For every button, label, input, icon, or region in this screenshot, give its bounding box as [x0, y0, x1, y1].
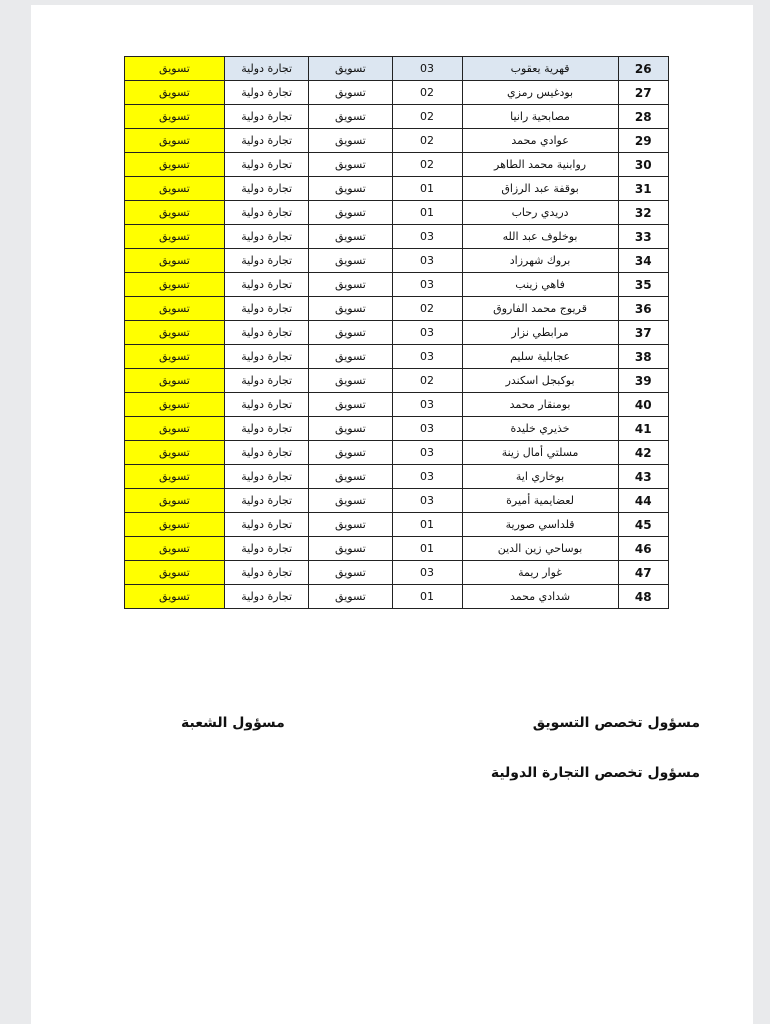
department-cell: تجارة دولية: [224, 465, 308, 489]
row-number: 43: [618, 465, 668, 489]
specialty-cell: تسويق: [309, 273, 392, 297]
row-number: 29: [618, 129, 668, 153]
group-cell: تسويق: [125, 153, 225, 177]
group-cell: تسويق: [125, 513, 225, 537]
table-row: [125, 537, 669, 561]
department-cell: تجارة دولية: [224, 417, 308, 441]
department-cell: تجارة دولية: [224, 129, 308, 153]
group-cell: تسويق: [125, 345, 225, 369]
specialty-cell: تسويق: [309, 225, 392, 249]
table-row: [125, 57, 669, 81]
table-row: [125, 81, 669, 105]
row-number: 26: [618, 57, 668, 81]
level-cell: 02: [392, 81, 462, 105]
student-name: مرابطي نزار: [462, 321, 618, 345]
row-number: 41: [618, 417, 668, 441]
specialty-cell: تسويق: [309, 393, 392, 417]
level-cell: 03: [392, 465, 462, 489]
specialty-cell: تسويق: [309, 585, 392, 609]
student-name: شدادي محمد: [462, 585, 618, 609]
specialty-cell: تسويق: [309, 129, 392, 153]
specialty-cell: تسويق: [309, 369, 392, 393]
table-body: [125, 57, 669, 609]
specialty-cell: تسويق: [309, 177, 392, 201]
level-cell: 03: [392, 489, 462, 513]
table-row: [125, 489, 669, 513]
department-cell: تجارة دولية: [224, 489, 308, 513]
table-row: [125, 321, 669, 345]
department-cell: تجارة دولية: [224, 513, 308, 537]
level-cell: 02: [392, 153, 462, 177]
row-number: 45: [618, 513, 668, 537]
row-number: 36: [618, 297, 668, 321]
level-cell: 02: [392, 105, 462, 129]
level-cell: 03: [392, 57, 462, 81]
row-number: 31: [618, 177, 668, 201]
table-row: [125, 177, 669, 201]
department-cell: تجارة دولية: [224, 105, 308, 129]
department-cell: تجارة دولية: [224, 441, 308, 465]
department-cell: تجارة دولية: [224, 393, 308, 417]
branch-head-signature: مسؤول الشعبة: [181, 715, 285, 731]
level-cell: 03: [392, 225, 462, 249]
row-number: 47: [618, 561, 668, 585]
student-name: قلداسي صورية: [462, 513, 618, 537]
group-cell: تسويق: [125, 105, 225, 129]
row-number: 39: [618, 369, 668, 393]
group-cell: تسويق: [125, 81, 225, 105]
group-cell: تسويق: [125, 129, 225, 153]
student-name: بودغيس رمزي: [462, 81, 618, 105]
group-cell: تسويق: [125, 465, 225, 489]
group-cell: تسويق: [125, 537, 225, 561]
specialty-cell: تسويق: [309, 153, 392, 177]
table-row: [125, 585, 669, 609]
table-row: [125, 465, 669, 489]
student-name: قريوج محمد الفاروق: [462, 297, 618, 321]
level-cell: 01: [392, 585, 462, 609]
department-cell: تجارة دولية: [224, 537, 308, 561]
level-cell: 03: [392, 345, 462, 369]
specialty-cell: تسويق: [309, 537, 392, 561]
level-cell: 03: [392, 393, 462, 417]
level-cell: 03: [392, 249, 462, 273]
group-cell: تسويق: [125, 585, 225, 609]
table-row: [125, 345, 669, 369]
group-cell: تسويق: [125, 417, 225, 441]
specialty-cell: تسويق: [309, 465, 392, 489]
level-cell: 03: [392, 441, 462, 465]
group-cell: تسويق: [125, 249, 225, 273]
row-number: 27: [618, 81, 668, 105]
specialty-cell: تسويق: [309, 345, 392, 369]
student-name: بوخلوف عبد الله: [462, 225, 618, 249]
student-name: روابنية محمد الطاهر: [462, 153, 618, 177]
specialty-cell: تسويق: [309, 57, 392, 81]
level-cell: 01: [392, 177, 462, 201]
level-cell: 02: [392, 369, 462, 393]
group-cell: تسويق: [125, 393, 225, 417]
row-number: 46: [618, 537, 668, 561]
department-cell: تجارة دولية: [224, 585, 308, 609]
department-cell: تجارة دولية: [224, 81, 308, 105]
group-cell: تسويق: [125, 441, 225, 465]
row-number: 28: [618, 105, 668, 129]
specialty-cell: تسويق: [309, 297, 392, 321]
level-cell: 03: [392, 273, 462, 297]
specialty-cell: تسويق: [309, 321, 392, 345]
group-cell: تسويق: [125, 177, 225, 201]
specialty-cell: تسويق: [309, 417, 392, 441]
student-name: لعضايمية أميرة: [462, 489, 618, 513]
level-cell: 02: [392, 297, 462, 321]
row-number: 35: [618, 273, 668, 297]
row-number: 42: [618, 441, 668, 465]
department-cell: تجارة دولية: [224, 561, 308, 585]
table-row: [125, 105, 669, 129]
specialty-cell: تسويق: [309, 441, 392, 465]
student-name: غوار ريمة: [462, 561, 618, 585]
group-cell: تسويق: [125, 321, 225, 345]
document-page: [31, 5, 753, 1024]
level-cell: 01: [392, 513, 462, 537]
group-cell: تسويق: [125, 201, 225, 225]
student-name: بوقفة عبد الرزاق: [462, 177, 618, 201]
row-number: 38: [618, 345, 668, 369]
student-name: عجابلية سليم: [462, 345, 618, 369]
student-name: بوخاري اية: [462, 465, 618, 489]
department-cell: تجارة دولية: [224, 249, 308, 273]
student-name: خذيري خليدة: [462, 417, 618, 441]
table-row: [125, 129, 669, 153]
table-row: [125, 201, 669, 225]
student-name: فاهي زينب: [462, 273, 618, 297]
level-cell: 02: [392, 129, 462, 153]
department-cell: تجارة دولية: [224, 321, 308, 345]
table-row: [125, 561, 669, 585]
table-row: [125, 393, 669, 417]
student-name: قهرية يعقوب: [462, 57, 618, 81]
row-number: 40: [618, 393, 668, 417]
trade-head-signature: مسؤول تخصص التجارة الدولية: [490, 765, 700, 781]
row-number: 30: [618, 153, 668, 177]
group-cell: تسويق: [125, 225, 225, 249]
table-row: [125, 417, 669, 441]
department-cell: تجارة دولية: [224, 201, 308, 225]
level-cell: 03: [392, 417, 462, 441]
row-number: 44: [618, 489, 668, 513]
student-name: بوكبجل اسكندر: [462, 369, 618, 393]
specialty-cell: تسويق: [309, 81, 392, 105]
table-row: [125, 369, 669, 393]
department-cell: تجارة دولية: [224, 57, 308, 81]
department-cell: تجارة دولية: [224, 345, 308, 369]
specialty-cell: تسويق: [309, 513, 392, 537]
group-cell: تسويق: [125, 561, 225, 585]
level-cell: 01: [392, 537, 462, 561]
specialty-cell: تسويق: [309, 561, 392, 585]
level-cell: 01: [392, 201, 462, 225]
table-row: [125, 513, 669, 537]
department-cell: تجارة دولية: [224, 153, 308, 177]
row-number: 33: [618, 225, 668, 249]
table-row: [125, 225, 669, 249]
student-name: بوساحي زين الدين: [462, 537, 618, 561]
table-row: [125, 441, 669, 465]
department-cell: تجارة دولية: [224, 177, 308, 201]
group-cell: تسويق: [125, 297, 225, 321]
row-number: 48: [618, 585, 668, 609]
student-name: مصابحية رانيا: [462, 105, 618, 129]
table-row: [125, 297, 669, 321]
table-row: [125, 249, 669, 273]
department-cell: تجارة دولية: [224, 225, 308, 249]
row-number: 37: [618, 321, 668, 345]
specialty-cell: تسويق: [309, 201, 392, 225]
student-table: [124, 56, 669, 609]
specialty-cell: تسويق: [309, 249, 392, 273]
group-cell: تسويق: [125, 489, 225, 513]
level-cell: 03: [392, 321, 462, 345]
row-number: 34: [618, 249, 668, 273]
department-cell: تجارة دولية: [224, 273, 308, 297]
department-cell: تجارة دولية: [224, 369, 308, 393]
row-number: 32: [618, 201, 668, 225]
student-name: عوادي محمد: [462, 129, 618, 153]
student-name: بومنقار محمد: [462, 393, 618, 417]
level-cell: 03: [392, 561, 462, 585]
student-name: دريدي رحاب: [462, 201, 618, 225]
table-row: [125, 273, 669, 297]
specialty-cell: تسويق: [309, 105, 392, 129]
department-cell: تجارة دولية: [224, 297, 308, 321]
group-cell: تسويق: [125, 273, 225, 297]
student-name: مسلتي أمال زينة: [462, 441, 618, 465]
specialty-cell: تسويق: [309, 489, 392, 513]
table-row: [125, 153, 669, 177]
group-cell: تسويق: [125, 369, 225, 393]
marketing-head-signature: مسؤول تخصص التسويق: [532, 715, 700, 731]
student-name: بروك شهرزاد: [462, 249, 618, 273]
group-cell: تسويق: [125, 57, 225, 81]
